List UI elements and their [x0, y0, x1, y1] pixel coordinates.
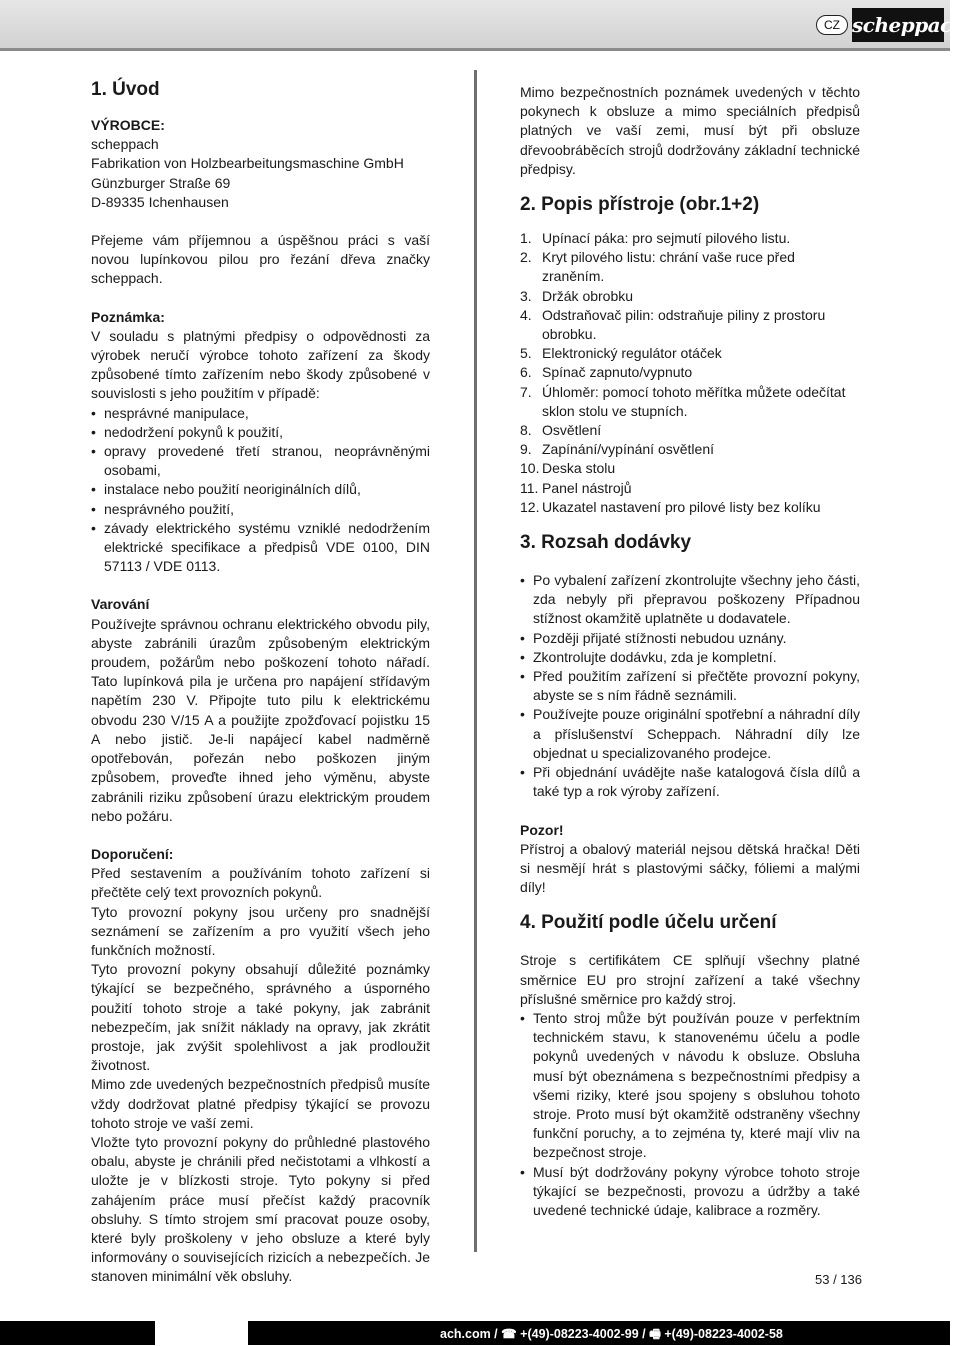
list-item: • Tento stroj může být používán pouze v perfektním technickém stavu, k stanovenému účelu a podle pokynů uvedených v návodu k obsluze. Obsluha musí být obeznámena s bezpečnostními předpisy a všemi riziky, které jsou spojeny s obsluhou tohoto stroje. Proto musí být okamžitě odstraněny všechny funkční poruchy, a to zejména ty, které mají vliv na bezpečnost stroje. [520, 1009, 860, 1163]
list-item [520, 248, 860, 286]
section-heading-delivery: 3. Rozsah dodávky [520, 532, 692, 554]
list-item: • nesprávného použití, [91, 500, 430, 519]
item-text: Upínací páka: pro sejmutí pilového listu. [542, 230, 791, 247]
parts-list [520, 229, 860, 517]
list-item: • Při objednání uvádějte naše katalogová čísla dílů a také typ a rok výroby zařízení. [520, 763, 860, 801]
item-number: 7. [520, 383, 532, 400]
column-divider [474, 70, 477, 1252]
list-item: • Před použitím zařízení si přečtěte provozní pokyny, abyste se s ním řádně seznámili. [520, 667, 860, 705]
manufacturer-line: Günzburger Straße 69 [91, 174, 231, 191]
footer-bar [0, 1321, 950, 1345]
item-text: Držák obrobku [542, 287, 634, 304]
section-heading-description: 2. Popis přístroje (obr.1+2) [520, 194, 760, 216]
recommendation-paragraph: Vložte tyto provozní pokyny do průhledné plastového obalu, abyste je chránili před nečistotami a vlhkostí a uložte je v blízkosti stroje. Tyto pokyny si před zahájením práce musí přečíst každý pracovník obsluhy. S tímto strojem smí pracovat pouze osoby, které byly proškoleny v jeho obsluze a které byly informovány o souvisejících rizicích a nebezpečích. Je stanoven minimální věk obsluhy. [91, 1133, 430, 1285]
list-item [520, 421, 860, 440]
item-text: Spínač zapnuto/vypnuto [542, 364, 693, 381]
list-item [520, 498, 860, 517]
recommendation-paragraph: Tyto provozní pokyny jsou určeny pro snadnější seznámení se zařízením a pro využití všech jeho funkčních možností. [91, 903, 430, 958]
note-label: Poznámka: [91, 308, 165, 325]
page-number: 53 / 136 [815, 1272, 862, 1287]
list-item: • instalace nebo použití neoriginálních dílů, [91, 480, 430, 499]
item-number: 9. [520, 441, 532, 458]
list-item [520, 344, 860, 363]
item-text: Deska stolu [542, 460, 616, 477]
left-column [91, 78, 430, 1287]
manufacturer-line: scheppach [91, 136, 159, 153]
item-number: 10. [520, 460, 540, 477]
note-text: V souladu s platnými předpisy o odpovědnosti za výrobek neručí výrobce tohoto zařízení za škody způsobené tímto zařízením nebo škody způsobené v souvislosti s jeho použitím v případě: [91, 327, 430, 402]
usage-list [520, 1009, 860, 1220]
item-text: Odstraňovač pilin: odstraňuje piliny z prostoru obrobku. [542, 306, 826, 343]
list-item: • Po vybalení zařízení zkontrolujte všechny jeho části, zda nebyly při přepravou poškozeny Případnou stížnost okamžitě uplatněte u dodavatele. [520, 571, 860, 629]
list-item: • nesprávné manipulace, [91, 404, 430, 423]
item-text: Zapínání/vypínání osvětlení [542, 441, 714, 458]
list-item: • Později přijaté stížnosti nebudou uznány. [520, 629, 860, 648]
list-item [520, 440, 860, 459]
list-item: • opravy provedené třetí stranou, neoprávněnými osobami, [91, 442, 430, 480]
list-item [520, 459, 860, 478]
language-badge: CZ [816, 15, 848, 35]
item-text: Úhloměr: pomocí tohoto měřítka můžete odečítat sklon stolu ve stupních. [542, 383, 846, 419]
list-item [520, 363, 860, 382]
item-number: 5. [520, 345, 532, 362]
list-item: • Musí být dodržovány pokyny výrobce tohoto stroje týkající se bezpečnosti, provozu a údržby a také uvedené technické údaje, kalibrace a rozměry. [520, 1163, 860, 1221]
list-item: • závady elektrického systému vzniklé nedodržením elektrické specifikace a předpisů VDE 0100, DIN 57113 / VDE 0113. [91, 519, 430, 577]
list-item: • Zkontrolujte dodávku, zda je kompletní. [520, 648, 860, 667]
item-text: Elektronický regulátor otáček [542, 345, 722, 362]
manufacturer-label: VÝROBCE: [91, 117, 165, 133]
item-number: 2. [520, 249, 532, 266]
item-number: 1. [520, 230, 532, 247]
section-heading-intro: 1. Úvod [91, 79, 160, 100]
item-number: 11. [520, 479, 539, 496]
safety-intro: Mimo bezpečnostních poznámek uvedených v těchto pokynech k obsluze a mimo speciálních předpisů platných ve vaší zemi, musí být při obsluze dřevoobráběcích strojů dodržovány základní technické předpisy. [520, 84, 860, 177]
usage-intro: Stroje s certifikátem CE splňují všechny platné směrnice EU pro strojní zařízení a také všechny příslušné směrnice pro každý stroj. [520, 952, 860, 1007]
item-text: Kryt pilového listu: chrání vaše ruce před zraněním. [542, 249, 795, 285]
list-item [520, 306, 860, 344]
caution-text: Přístroj a obalový materiál nejsou dětská hračka! Děti si nesmějí hrát s plastovými sáčky, fóliemi a malými díly! [520, 840, 860, 896]
recommendation-paragraph: Před sestavením a používáním tohoto zařízení si přečtěte celý text provozních pokynů. [91, 865, 430, 901]
recommendation-paragraph: Tyto provozní pokyny obsahují důležité poznámky týkající se bezpečného, správného a úsporného použití tohoto stroje a také pokyny, jak zabránit nebezpečím, jak snížit náklady na opravy, jak zkrátit prostoje, jak zvýšit spolehlivost a jak prodloužit životnost. [91, 961, 430, 1074]
list-item [520, 383, 860, 421]
recommendation-label: Doporučení: [91, 845, 174, 862]
item-text: Ukazatel nastavení pro pilové listy bez kolíku [542, 498, 821, 515]
greeting-text: Přejeme vám příjemnou a úspěšnou práci s vaší novou lupínkovou pilou pro řezání dřeva značky scheppach. [91, 232, 430, 287]
list-item: • nedodržení pokynů k použití, [91, 423, 430, 442]
note-list [91, 404, 430, 577]
warning-text: Používejte správnou ochranu elektrického obvodu pily, abyste zabránili úrazům způsobeným elektrickým proudem, požárům nebo poškození tohoto nářadí. Tato lupínková pila je určena pro napájení střídavým napětím 230 V. Připojte tuto pilu k elektrickému obvodu 230 V/15 A a použijte zpožďovací pojistku 15 A nebo jistič. Je-li napájecí kabel nadměrně opotřebován, pořezán nebo poškozen jiným způsobem, proveďte ihned jeho výměnu, abyste zabránili riziku způsobení úrazu elektrickým proudem nebo požáru. [91, 615, 430, 824]
item-number: 8. [520, 422, 532, 439]
footer-white-block [155, 1321, 248, 1345]
item-text: Panel nástrojů [542, 479, 632, 496]
item-number: 12. [520, 498, 540, 515]
item-text: Osvětlení [542, 422, 602, 439]
right-column [520, 83, 860, 1220]
item-number: 4. [520, 306, 532, 323]
section-heading-usage: 4. Použití podle účelu určení [520, 912, 777, 934]
manufacturer-line: Fabrikation von Holzbearbeitungsmaschine GmbH [91, 155, 404, 172]
list-item [520, 287, 860, 306]
list-item: • Používejte pouze originální spotřební a náhradní díly a příslušenství Scheppach. Náhradní díly lze objednat u specializovaného prodejce. [520, 705, 860, 763]
list-item [520, 479, 860, 498]
item-number: 3. [520, 287, 532, 304]
caution-label: Pozor! [520, 821, 564, 838]
recommendation-paragraph: Mimo zde uvedených bezpečnostních předpisů musíte vždy dodržovat platné předpisy týkající se provozu tohoto stroje ve vaší zemi. [91, 1076, 430, 1131]
warning-label: Varování [91, 596, 150, 613]
delivery-list [520, 571, 860, 801]
footer-contact: ach.com / ☎ +(49)-08223-4002-99 / 🖷 +(49)-08223-4002-58 [440, 1327, 783, 1341]
header-bar [0, 0, 966, 51]
manufacturer-line: D-89335 Ichenhausen [91, 193, 229, 210]
item-number: 6. [520, 364, 532, 381]
brand-logo: scheppach [852, 8, 944, 42]
list-item [520, 229, 860, 248]
